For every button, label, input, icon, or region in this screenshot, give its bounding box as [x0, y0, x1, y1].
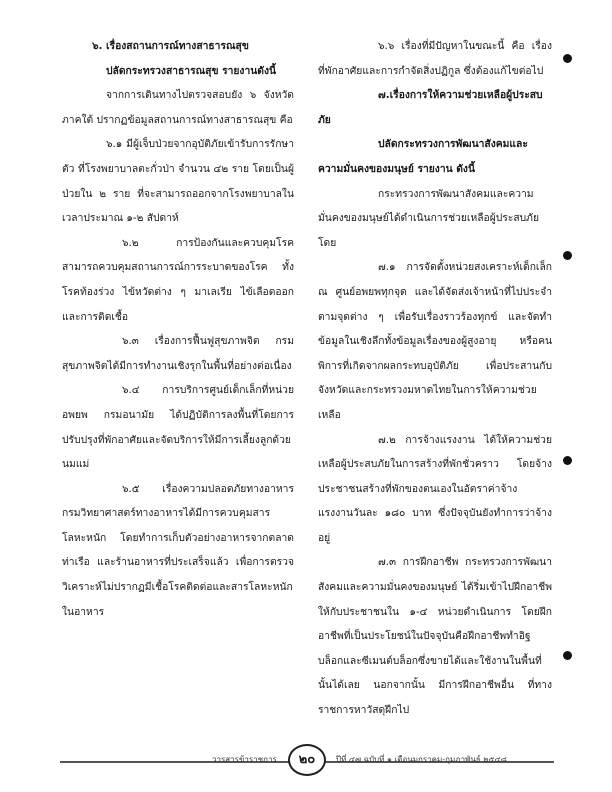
- item-6-3: ๖.๓ เรื่องการฟื้นฟูสุขภาพจิต กรมสุขภาพจิตได้มีการทำงานเชิงรุกในพื้นที่อย่างต่อเนื่อง: [62, 335, 294, 372]
- section-6-intro: จากการเดินทางไปตรวจสอบยัง ๖ จังหวัดภาคใต้ ปรากฏข้อมูลสถานการณ์ทางสาธารณสุข คือ: [62, 89, 294, 126]
- left-column: [62, 34, 294, 624]
- journal-name: วารสารข้าราชการ: [212, 755, 277, 764]
- item-6-1: ๖.๑ มีผู้เจ็บป่วยจากอุบัติภัยเข้ารับการรักษาตัว ที่โรงพยาบาลตะกั่วป่า จำนวน ๔๒ ราย โดยเป็นผู้ป่วยใน ๒ ราย ที่จะสามารถออกจากโรงพยาบาลในเวลาประมาณ ๑-๒ สัปดาห์: [62, 138, 294, 225]
- page-footer: [0, 748, 612, 778]
- binding-hole-4: [563, 651, 572, 660]
- item-6-2: ๖.๒ การป้องกันและควบคุมโรค สามารถควบคุมสถานการณ์การระบาดของโรค ทั้งโรคท้องร่วง ไข้หวัดต่าง ๆ มาเลเรีย ไข้เลือดออก และการติดเชื้อ: [62, 236, 294, 323]
- right-column: [318, 34, 552, 723]
- binding-hole-2: [563, 251, 572, 260]
- issue-info: ปีที่ ๔๗ ฉบับที่ ๑ เดือนมกราคม-กุมภาพันธ์ ๒๕๔๘: [336, 755, 507, 764]
- binding-hole-1: [563, 54, 572, 63]
- section-7-heading: ๗.เรื่องการให้ความช่วยเหลือผู้ประสบภัย: [318, 89, 543, 126]
- item-6-6: ๖.๖ เรื่องที่มีปัญหาในขณะนี้ คือ เรื่องที่พักอาศัยและการกำจัดสิ่งปฏิกูล ซึ่งต้องแก้ไขต่อไป: [318, 40, 552, 77]
- section-7-reporter: ปลัดกระทรวงการพัฒนาสังคมและความมั่นคงของมนุษย์ รายงาน ดังนี้: [318, 138, 528, 175]
- section-6-heading: ๖. เรื่องสถานการณ์ทางสาธารณสุข: [92, 40, 249, 52]
- section-6-reporter: ปลัดกระทรวงสาธารณสุข รายงานดังนี้: [106, 64, 277, 77]
- item-6-5: ๖.๕ เรื่องความปลอดภัยทางอาหาร กรมวิทยาศาสตร์ทางอาหารได้มีการควบคุมสารโลหะหนัก โดยทำการเก็บตัวอย่างอาหารจากตลาด ท่าเรือ และร้านอาหารที่ประเสร็จแล้ว เพื่อการตรวจวิเคราะห์ไม่ปรากฏมีเชื้อโรคติดต่อและสารโลหะหนักในอาหาร: [62, 482, 294, 618]
- section-7-intro: กระทรวงการพัฒนาสังคมและความมั่นคงของมนุษย์ได้ดำเนินการช่วยเหลือผู้ประสบภัย โดย: [318, 187, 539, 249]
- item-7-2: ๗.๒ การจ้างแรงงาน ได้ให้ความช่วยเหลือผู้ประสบภัยในการสร้างที่พักชั่วคราว โดยจ้างประชาชนสร้างที่พักของตนเองในอัตราค่าจ้างแรงงานวันละ ๑๘๐ บาท ซึ่งปัจจุบันยังทำการว่าจ้างอยู่: [318, 433, 552, 544]
- item-7-3: ๗.๓ การฝึกอาชีพ กระทรวงการพัฒนาสังคมและความมั่นคงของมนุษย์ ได้ริ่มเข้าไปฝึกอาชีพให้กับประชาชนใน ๑-๔ หน่วยดำเนินการ โดยฝึกอาชีพที่เป็นประโยชน์ในปัจจุบันคือฝึกอาชีพทำอิฐบล็อกและซีเมนต์บล็อกซึ่งขายได้และใช้งานในพื้นที่นั้นได้เลย นอกจากนั้น มีการฝึกอาชีพอื่น ที่ทางราชการหาวัสดุฝึกไป: [318, 556, 552, 717]
- page-number: ๒๐: [288, 744, 326, 776]
- item-7-1: ๗.๑ การจัดตั้งหน่วยสงเคราะห์เด็กเล็ก ณ ศูนย์อพยพทุกจุด และได้จัดส่งเจ้าหน้าที่ไปประจำตามจุดต่าง ๆ เพื่อรับเรื่องราวร้องทุกข์ และจัดทำข้อมูลในเชิงลึกทั้งข้อมูลเรื่องของผู้สูงอายุ หรือคนพิการที่เกิดจากผลกระทบอุบัติภัย เพื่อประสานกับจังหวัดและกระทรวงมหาดไทยในการให้ความช่วยเหลือ: [318, 261, 552, 421]
- item-6-4: ๖.๔ การบริการศูนย์เด็กเล็กที่หน่วยอพยพ กรมอนามัย ได้ปฏิบัติการลงพื้นที่โดยการปรับปรุงที่พักอาศัยและจัดบริการให้มีการเลี้ยงลูกด้วยนมแม่: [62, 384, 294, 471]
- binding-hole-3: [563, 456, 572, 465]
